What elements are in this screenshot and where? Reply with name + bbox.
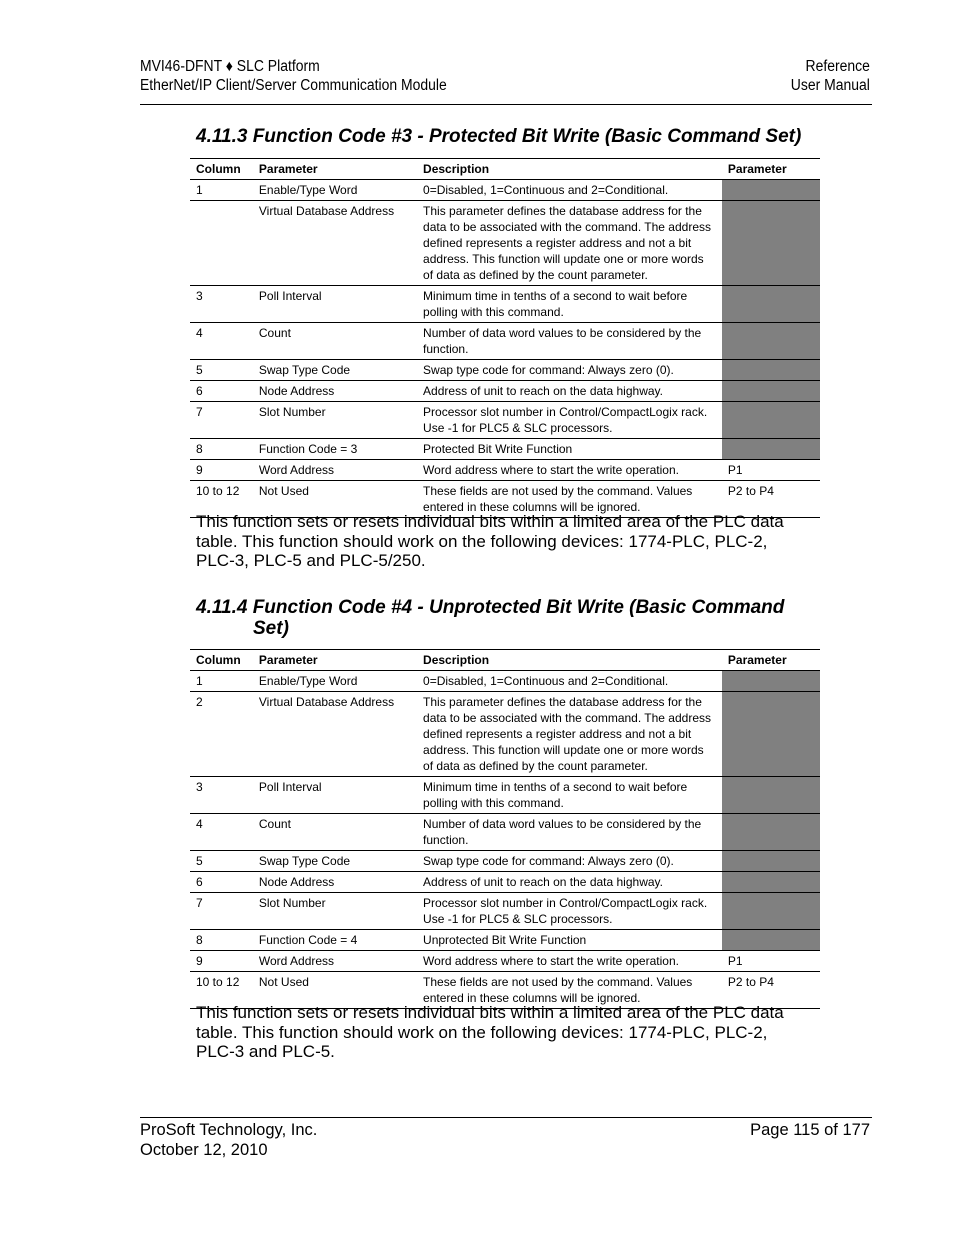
- section-paragraph: This function sets or resets individual bits within a limited area of the PLC data table. This function should work on the following devices: 1774-PLC, PLC-2, PLC-3, PLC-5 and PLC-5/250.: [196, 512, 784, 570]
- table-row: [190, 460, 820, 481]
- command-table-fc3: [190, 158, 820, 518]
- cell-description: These fields are not used by the command. Values entered in these columns will be ignored.: [417, 481, 722, 518]
- cell-description: Swap type code for command: Always zero (0).: [417, 851, 722, 872]
- cell-value: [722, 872, 820, 893]
- cell-description: Processor slot number in Control/CompactLogix rack. Use -1 for PLC5 & SLC processors.: [417, 402, 722, 439]
- section-paragraph: This function sets or resets individual bits within a limited area of the PLC data table. This function should work on the following devices: 1774-PLC, PLC-2, PLC-3 and PLC-5.: [196, 1003, 784, 1061]
- cell-description: Number of data word values to be considered by the function.: [417, 814, 722, 851]
- cell-description: Word address where to start the write operation.: [417, 460, 722, 481]
- column-header: Parameter: [722, 159, 820, 180]
- header-module: EtherNet/IP Client/Server Communication Module: [140, 77, 447, 94]
- table-row: [190, 201, 820, 286]
- table-row: [190, 930, 820, 951]
- cell-parameter: Enable/Type Word: [253, 180, 417, 201]
- column-header: Parameter: [253, 650, 417, 671]
- table-row: [190, 692, 820, 777]
- column-header: Description: [417, 159, 722, 180]
- cell-value: [722, 851, 820, 872]
- cell-description: These fields are not used by the command. Values entered in these columns will be ignored.: [417, 972, 722, 1009]
- cell-column: 1: [190, 180, 253, 201]
- table-row: [190, 951, 820, 972]
- table-row: [190, 323, 820, 360]
- cell-parameter: Virtual Database Address: [253, 692, 417, 777]
- cell-column: 2: [190, 692, 253, 777]
- header-product: MVI46-DFNT ♦ SLC Platform: [140, 58, 320, 75]
- cell-parameter: Node Address: [253, 872, 417, 893]
- table-row: [190, 180, 820, 201]
- cell-parameter: Slot Number: [253, 893, 417, 930]
- cell-column: 9: [190, 951, 253, 972]
- cell-parameter: Virtual Database Address: [253, 201, 417, 286]
- cell-description: Swap type code for command: Always zero (0).: [417, 360, 722, 381]
- table-body: [190, 180, 820, 518]
- cell-value: [722, 201, 820, 286]
- table-body: [190, 671, 820, 1009]
- footer-page-number: Page 115 of 177: [750, 1121, 870, 1139]
- column-header: Parameter: [253, 159, 417, 180]
- cell-value: P1: [722, 951, 820, 972]
- cell-column: 7: [190, 893, 253, 930]
- cell-value: [722, 692, 820, 777]
- table-row: [190, 402, 820, 439]
- cell-parameter: Count: [253, 814, 417, 851]
- cell-value: P1: [722, 460, 820, 481]
- cell-description: This parameter defines the database address for the data to be associated with the command. The address defined represents a register address and not a bit address. This function will update one or more words of data as defined by the count parameter.: [417, 201, 722, 286]
- heading-line: 4.11.4 Function Code #4 - Unprotected Bit Write (Basic Command: [196, 597, 785, 618]
- cell-value: P2 to P4: [722, 481, 820, 518]
- cell-column: 7: [190, 402, 253, 439]
- cell-value: [722, 381, 820, 402]
- column-header: Column: [190, 650, 253, 671]
- cell-value: [722, 671, 820, 692]
- table-header-row: [190, 650, 820, 671]
- table-row: [190, 439, 820, 460]
- page-header-left: [140, 57, 447, 95]
- column-header: Column: [190, 159, 253, 180]
- cell-value: [722, 930, 820, 951]
- cell-value: [722, 286, 820, 323]
- footer-date: October 12, 2010: [140, 1141, 268, 1159]
- table-row: [190, 381, 820, 402]
- cell-parameter: Slot Number: [253, 402, 417, 439]
- cell-value: P2 to P4: [722, 972, 820, 1009]
- cell-parameter: Word Address: [253, 951, 417, 972]
- cell-description: Processor slot number in Control/CompactLogix rack. Use -1 for PLC5 & SLC processors.: [417, 893, 722, 930]
- cell-column: 6: [190, 872, 253, 893]
- table-header-row: [190, 159, 820, 180]
- cell-value: [722, 323, 820, 360]
- cell-parameter: Poll Interval: [253, 286, 417, 323]
- cell-column: 6: [190, 381, 253, 402]
- cell-column: 3: [190, 286, 253, 323]
- cell-value: [722, 360, 820, 381]
- cell-description: Protected Bit Write Function: [417, 439, 722, 460]
- table-row: [190, 360, 820, 381]
- table-row: [190, 671, 820, 692]
- command-table-fc4: [190, 649, 820, 1009]
- cell-description: Minimum time in tenths of a second to wait before polling with this command.: [417, 286, 722, 323]
- table-row: [190, 777, 820, 814]
- cell-value: [722, 180, 820, 201]
- cell-description: Unprotected Bit Write Function: [417, 930, 722, 951]
- cell-value: [722, 814, 820, 851]
- header-reference: Reference: [805, 58, 870, 75]
- cell-column: 4: [190, 814, 253, 851]
- table-row: [190, 893, 820, 930]
- cell-column: 8: [190, 439, 253, 460]
- table-row: [190, 872, 820, 893]
- cell-column: 10 to 12: [190, 481, 253, 518]
- cell-column: 3: [190, 777, 253, 814]
- cell-column: 5: [190, 360, 253, 381]
- cell-value: [722, 777, 820, 814]
- cell-parameter: Not Used: [253, 972, 417, 1009]
- cell-value: [722, 893, 820, 930]
- cell-description: 0=Disabled, 1=Continuous and 2=Conditional.: [417, 180, 722, 201]
- cell-parameter: Node Address: [253, 381, 417, 402]
- cell-description: Minimum time in tenths of a second to wait before polling with this command.: [417, 777, 722, 814]
- footer-company: ProSoft Technology, Inc.: [140, 1121, 318, 1139]
- page-header-right: [791, 57, 870, 95]
- cell-parameter: Swap Type Code: [253, 360, 417, 381]
- header-manual: User Manual: [790, 77, 870, 94]
- cell-column: [190, 201, 253, 286]
- cell-parameter: Function Code = 3: [253, 439, 417, 460]
- cell-parameter: Enable/Type Word: [253, 671, 417, 692]
- cell-parameter: Count: [253, 323, 417, 360]
- section-heading-4-11-4: [196, 597, 796, 639]
- cell-column: 10 to 12: [190, 972, 253, 1009]
- table-row: [190, 851, 820, 872]
- cell-description: 0=Disabled, 1=Continuous and 2=Conditional.: [417, 671, 722, 692]
- header-divider: [140, 104, 872, 105]
- cell-column: 4: [190, 323, 253, 360]
- cell-parameter: Poll Interval: [253, 777, 417, 814]
- cell-description: This parameter defines the database address for the data to be associated with the command. The address defined represents a register address and not a bit address. This function will update one or more words of data as defined by the count parameter.: [417, 692, 722, 777]
- footer-divider: [140, 1117, 872, 1118]
- section-heading-4-11-3: 4.11.3 Function Code #3 - Protected Bit Write (Basic Command Set): [196, 126, 802, 147]
- column-header: Parameter: [722, 650, 820, 671]
- heading-line: Set): [253, 618, 289, 639]
- cell-column: 9: [190, 460, 253, 481]
- cell-description: Word address where to start the write operation.: [417, 951, 722, 972]
- cell-description: Address of unit to reach on the data highway.: [417, 381, 722, 402]
- cell-parameter: Not Used: [253, 481, 417, 518]
- cell-column: 8: [190, 930, 253, 951]
- cell-description: Number of data word values to be considered by the function.: [417, 323, 722, 360]
- cell-parameter: Function Code = 4: [253, 930, 417, 951]
- table-row: [190, 814, 820, 851]
- table-row: [190, 286, 820, 323]
- page-footer-left: [140, 1120, 317, 1160]
- column-header: Description: [417, 650, 722, 671]
- cell-parameter: Word Address: [253, 460, 417, 481]
- cell-description: Address of unit to reach on the data highway.: [417, 872, 722, 893]
- cell-column: 1: [190, 671, 253, 692]
- cell-parameter: Swap Type Code: [253, 851, 417, 872]
- cell-value: [722, 402, 820, 439]
- cell-column: 5: [190, 851, 253, 872]
- cell-value: [722, 439, 820, 460]
